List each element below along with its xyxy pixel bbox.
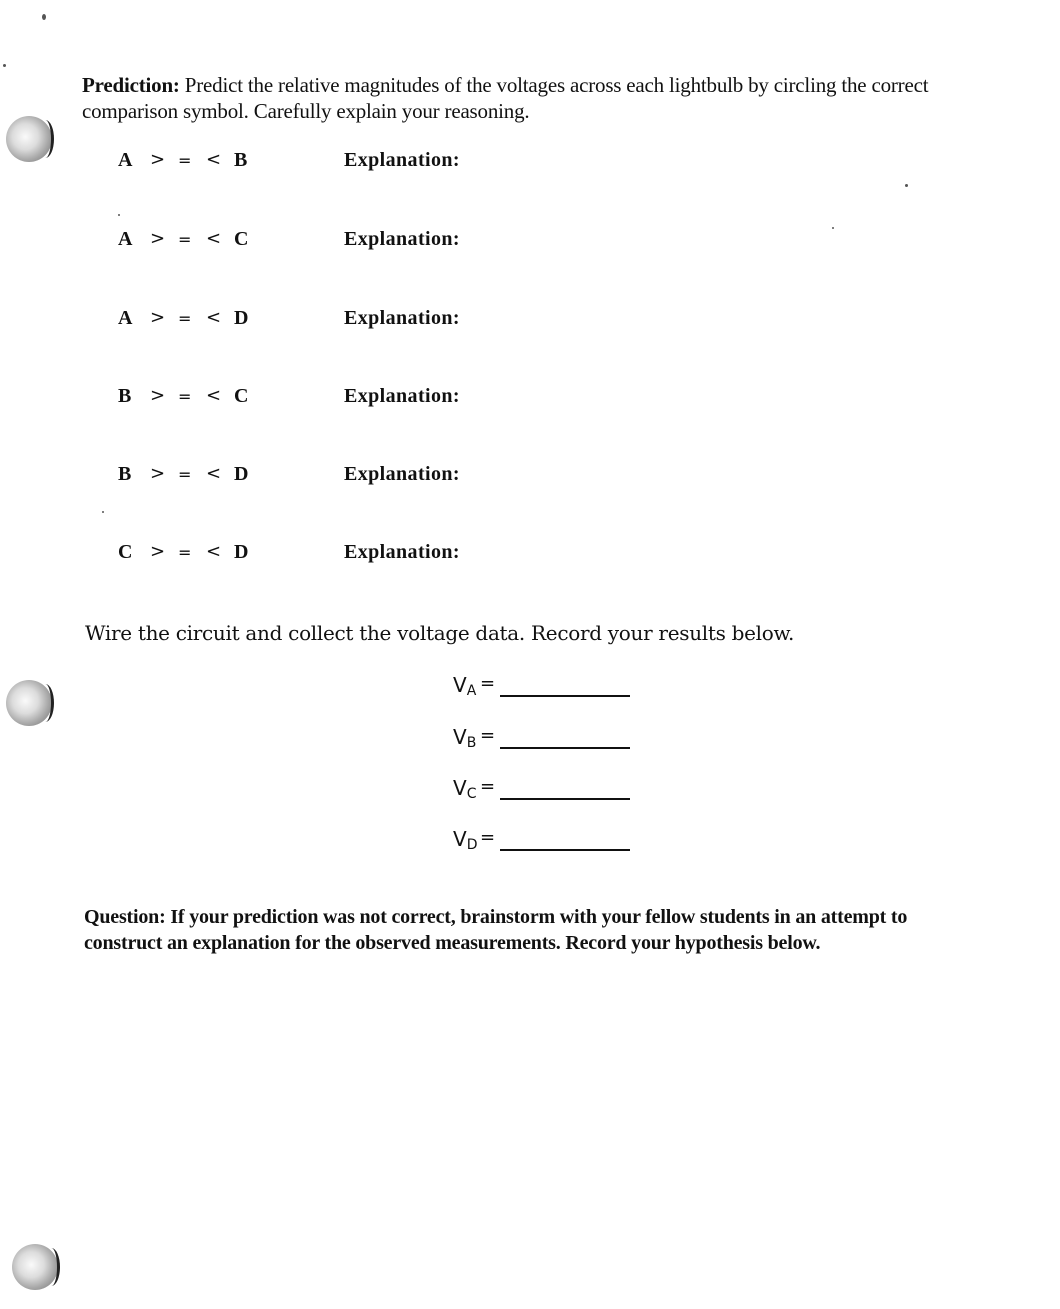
comparison-right: D — [234, 541, 249, 563]
prediction-text: Predict the relative magnitudes of the voltages across each lightbulb by circling the correct comparison symbol. Carefully explain your reasoning. — [82, 73, 929, 123]
explanation-label: Explanation: — [344, 228, 460, 250]
question-label: Question: — [84, 906, 166, 928]
comparison-left: A — [118, 307, 133, 329]
scan-speck — [42, 14, 46, 20]
explanation-label: Explanation: — [344, 385, 460, 407]
comparison-right: C — [234, 228, 249, 250]
comparison-row-a-c — [118, 228, 538, 254]
comparison-right: C — [234, 385, 249, 407]
comparison-row-a-d — [118, 307, 538, 333]
voltage-equals: = — [480, 827, 496, 848]
less-than-symbol[interactable]: < — [206, 541, 222, 562]
voltage-label: $V_B$ — [453, 725, 477, 751]
comparison-row-c-d — [118, 541, 538, 567]
voltage-equals: = — [480, 776, 496, 797]
comparison-right: D — [234, 307, 249, 329]
less-than-symbol[interactable]: < — [206, 385, 222, 406]
less-than-symbol[interactable]: < — [206, 307, 222, 328]
voltage-answer-blank[interactable] — [500, 849, 630, 851]
equals-symbol[interactable]: = — [178, 151, 192, 170]
voltage-entry-c — [453, 776, 643, 806]
comparison-left: A — [118, 228, 133, 250]
less-than-symbol[interactable]: < — [206, 463, 222, 484]
punch-hole-top — [6, 116, 52, 162]
greater-than-symbol[interactable]: > — [150, 385, 166, 406]
comparison-left: C — [118, 541, 133, 563]
explanation-label: Explanation: — [344, 307, 460, 329]
voltage-label: $V_C$ — [453, 776, 477, 802]
prediction-label: Prediction: — [82, 73, 180, 97]
prediction-paragraph — [82, 72, 982, 124]
equals-symbol[interactable]: = — [178, 465, 192, 484]
equals-symbol[interactable]: = — [178, 309, 192, 328]
punch-hole-bottom — [12, 1244, 58, 1290]
equals-symbol[interactable]: = — [178, 230, 192, 249]
equals-symbol[interactable]: = — [178, 543, 192, 562]
comparison-left: B — [118, 463, 132, 485]
scan-speck — [905, 184, 908, 187]
greater-than-symbol[interactable]: > — [150, 149, 166, 170]
comparison-row-b-d — [118, 463, 538, 489]
voltage-answer-blank[interactable] — [500, 747, 630, 749]
explanation-label: Explanation: — [344, 149, 460, 171]
voltage-entry-b — [453, 725, 643, 755]
wire-instruction: Wire the circuit and collect the voltage data. Record your results below. — [85, 621, 795, 645]
scan-speck — [832, 227, 834, 229]
greater-than-symbol[interactable]: > — [150, 463, 166, 484]
hypothesis-answer-area[interactable] — [84, 980, 964, 1280]
scan-speck — [3, 64, 6, 67]
less-than-symbol[interactable]: < — [206, 149, 222, 170]
voltage-label: $V_D$ — [453, 827, 478, 853]
explanation-label: Explanation: — [344, 541, 460, 563]
comparison-row-a-b — [118, 149, 538, 175]
explanation-label: Explanation: — [344, 463, 460, 485]
comparison-right: D — [234, 463, 249, 485]
question-paragraph — [84, 904, 954, 956]
scan-speck — [118, 214, 120, 216]
voltage-answer-blank[interactable] — [500, 798, 630, 800]
comparison-right: B — [234, 149, 248, 171]
greater-than-symbol[interactable]: > — [150, 541, 166, 562]
question-text: If your prediction was not correct, brainstorm with your fellow students in an attempt to construct an explanation for the observed measurements. Record your hypothesis below. — [84, 906, 908, 954]
less-than-symbol[interactable]: < — [206, 228, 222, 249]
scan-speck — [102, 511, 104, 513]
comparison-left: B — [118, 385, 132, 407]
voltage-entry-a — [453, 673, 643, 703]
comparison-left: A — [118, 149, 133, 171]
comparison-row-b-c — [118, 385, 538, 411]
voltage-label: $V_A$ — [453, 673, 477, 699]
voltage-equals: = — [480, 725, 496, 746]
voltage-equals: = — [480, 673, 496, 694]
voltage-entry-d — [453, 827, 643, 857]
punch-hole-middle — [6, 680, 52, 726]
voltage-answer-blank[interactable] — [500, 695, 630, 697]
greater-than-symbol[interactable]: > — [150, 228, 166, 249]
greater-than-symbol[interactable]: > — [150, 307, 166, 328]
equals-symbol[interactable]: = — [178, 387, 192, 406]
